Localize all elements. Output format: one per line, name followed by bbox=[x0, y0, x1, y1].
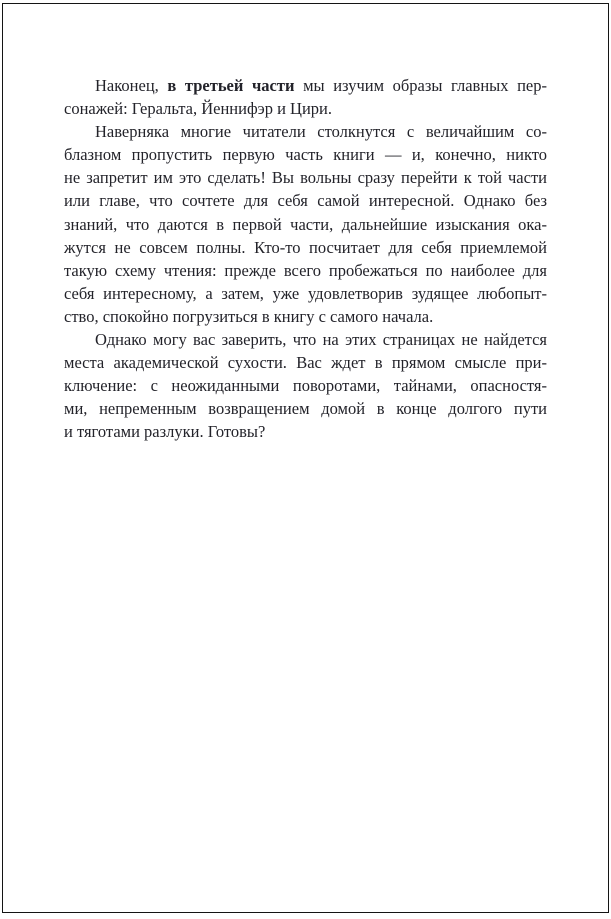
text-segment: ми, непременным возвращением домой в конце долгого пути bbox=[64, 399, 547, 419]
text-segment: знаний, что даются в первой части, дальнейшие изыскания ока- bbox=[64, 214, 547, 234]
text-segment: сонажей: Геральта, Йеннифэр и Цири. bbox=[64, 99, 332, 119]
text-line bbox=[64, 282, 547, 305]
text-segment: места академической сухости. Вас ждет в прямом смысле при- bbox=[64, 353, 547, 373]
text-line bbox=[64, 374, 547, 397]
text-line bbox=[64, 213, 547, 236]
text-line bbox=[64, 166, 547, 189]
text-line bbox=[64, 74, 547, 97]
text-line bbox=[64, 143, 547, 166]
text-segment: такую схему чтения: прежде всего пробежаться по наиболее для bbox=[64, 260, 547, 280]
text-segment: Наверняка многие читатели столкнутся с величайшим со- bbox=[95, 122, 547, 142]
text-segment: блазном пропустить первую часть книги — и, конечно, никто bbox=[64, 145, 547, 165]
text-segment: Наконец, bbox=[95, 76, 168, 95]
text-line bbox=[64, 236, 547, 259]
text-segment: себя интересному, а затем, уже удовлетворив зудящее любопыт- bbox=[64, 283, 547, 303]
text-segment: мы изучим образы главных пер- bbox=[294, 76, 547, 95]
text-segment: ключение: с неожиданными поворотами, тайнами, опасностя- bbox=[64, 376, 547, 396]
text-line bbox=[64, 328, 547, 351]
text-line bbox=[64, 259, 547, 282]
text-segment: или главе, что сочтете для себя самой интересной. Однако без bbox=[64, 191, 547, 211]
text-line bbox=[64, 305, 547, 328]
text-line bbox=[64, 97, 547, 120]
book-text-block bbox=[64, 74, 547, 444]
text-segment: ство, спокойно погрузиться в книгу с самого начала. bbox=[64, 306, 434, 326]
text-line bbox=[64, 351, 547, 374]
text-line bbox=[64, 189, 547, 212]
text-segment: жутся не совсем полны. Кто-то посчитает для себя приемлемой bbox=[64, 237, 547, 257]
text-line bbox=[64, 120, 547, 143]
text-segment: Однако могу вас заверить, что на этих страницах не найдется bbox=[95, 330, 547, 350]
text-segment: и тяготами разлуки. Готовы? bbox=[64, 422, 266, 442]
text-segment-bold: в третьей части bbox=[167, 76, 295, 95]
text-line bbox=[64, 397, 547, 420]
text-segment: не запретит им это сделать! Вы вольны сразу перейти к той части bbox=[64, 168, 547, 188]
text-line bbox=[64, 420, 547, 443]
